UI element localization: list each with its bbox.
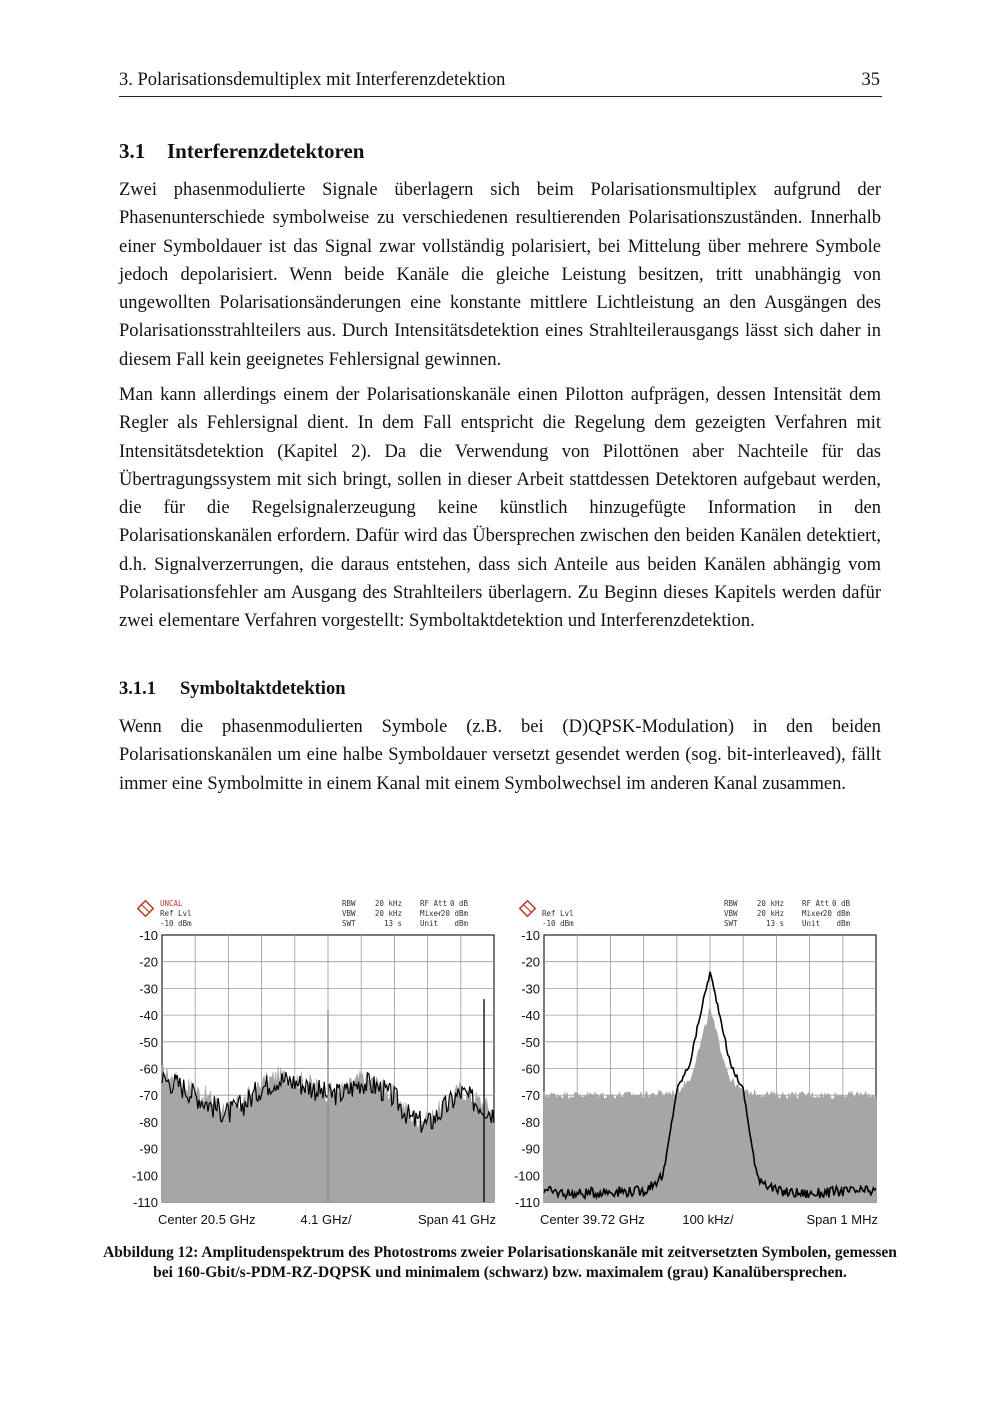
y-tick-label: -70	[139, 1088, 158, 1104]
ref-level-value: -10 dBm	[160, 919, 192, 928]
rohde-schwarz-logo-icon	[520, 901, 536, 917]
paragraph-1: Zwei phasenmodulierte Signale überlagern sich beim Polarisationsmultiplex aufgrund der Phasenunterschiede symbolweise zu verschiedenen resultierenden Polarisationszuständen. Innerhalb einer Symboldauer ist das Signal zwar vollständig polarisiert, bei Mittelung über mehrere Symbole jedoch depolarisiert. Wenn beide Kanäle die gleiche Leistung besitzen, tritt unabhängig von ungewollten Polarisationsänderungen eine konstante mittlere Lichtleistung an den Ausgängen des Polarisationsstrahlteilers aus. Durch Intensitätsdetektion eines Strahlteilerausgangs lässt sich daher in diesem Fall kein geeignetes Fehlersignal gewinnen.	[119, 180, 881, 370]
instrument-setting: Mixer	[420, 909, 443, 918]
page-number: 35	[861, 70, 880, 90]
plot-area	[162, 935, 494, 1202]
y-tick-label: -80	[139, 1114, 158, 1130]
y-tick-label: -90	[521, 1141, 540, 1157]
subsection-heading	[119, 679, 346, 700]
y-tick-label: -60	[139, 1061, 158, 1077]
spectrum-chart-left	[120, 890, 498, 1230]
instrument-setting: RBW	[724, 899, 738, 908]
instrument-setting: 13 s	[383, 919, 402, 928]
instrument-setting: 13 s	[765, 919, 784, 928]
section-number: 3.1	[119, 139, 146, 163]
spectrum-chart-right	[502, 890, 880, 1230]
section-title: Interferenzdetektoren	[167, 139, 365, 163]
instrument-setting: SWT	[342, 919, 356, 928]
instrument-setting: VBW	[724, 909, 738, 918]
y-tick-label: -20	[521, 954, 540, 970]
instrument-setting: 20 kHz	[374, 909, 402, 918]
y-tick-label: -100	[131, 1168, 158, 1184]
y-tick-label: -110	[514, 1195, 540, 1210]
instrument-setting: RBW	[342, 899, 356, 908]
y-tick-label: -80	[521, 1114, 540, 1130]
y-tick-label: -70	[521, 1088, 540, 1104]
figure-caption: Abbildung 12: Amplitudenspektrum des Photostroms zweier Polarisationskanäle mit zeitversetzten Symbolen, gemessen bei 160-Gbit/s-PDM-RZ-DQPSK und minimalem (schwarz) bzw. maximalem (grau) Kanalübersprechen.	[103, 1244, 897, 1281]
instrument-setting: SWT	[724, 919, 738, 928]
y-tick-label: -30	[139, 981, 158, 997]
logo-stroke	[523, 904, 532, 913]
y-tick-label: -110	[132, 1195, 158, 1210]
instrument-setting: RF Att	[802, 899, 830, 908]
y-tick-label: -50	[521, 1034, 540, 1050]
ref-level-label: Ref Lvl	[542, 909, 574, 918]
instrument-setting: 0 dB	[831, 899, 850, 908]
rohde-schwarz-logo-icon	[138, 901, 154, 917]
instrument-setting: 20 kHz	[756, 899, 784, 908]
chapter-title: 3. Polarisationsdemultiplex mit Interferenzdetektion	[119, 70, 506, 90]
y-tick-label: -40	[521, 1008, 540, 1024]
instrument-setting: 20 kHz	[756, 909, 784, 918]
instrument-setting: Mixer	[802, 909, 825, 918]
instrument-setting: RF Att	[420, 899, 448, 908]
y-tick-label: -90	[139, 1141, 158, 1157]
y-tick-label: -50	[139, 1034, 158, 1050]
x-label-division: 100 kHz/	[682, 1212, 734, 1227]
instrument-setting: Unit	[420, 919, 439, 928]
y-tick-label: -10	[139, 928, 158, 943]
x-label-division: 4.1 GHz/	[300, 1212, 352, 1227]
y-tick-label: -20	[139, 954, 158, 970]
instrument-setting: VBW	[342, 909, 356, 918]
figure-12	[120, 890, 880, 1230]
ref-level-value: -10 dBm	[542, 919, 574, 928]
plot-area	[544, 935, 876, 1202]
spectrum-panel-left	[120, 890, 498, 1230]
instrument-setting: 20 kHz	[374, 899, 402, 908]
uncal-flag: UNCAL	[160, 899, 183, 908]
y-tick-label: -100	[513, 1168, 540, 1184]
section-heading	[119, 139, 365, 164]
ref-level-label: Ref Lvl	[160, 909, 192, 918]
instrument-setting: dBm	[836, 919, 850, 928]
x-label-center: Center 39.72 GHz	[540, 1212, 645, 1227]
instrument-setting: -20 dBm	[436, 909, 468, 918]
x-label-span: Span 41 GHz	[417, 1212, 496, 1227]
subsection-title: Symboltaktdetektion	[180, 679, 346, 699]
running-header	[119, 70, 882, 97]
x-label-span: Span 1 MHz	[806, 1212, 878, 1227]
instrument-setting: 0 dB	[449, 899, 468, 908]
spectrum-panel-right	[502, 890, 880, 1230]
x-label-center: Center 20.5 GHz	[158, 1212, 256, 1227]
subsection-number: 3.1.1	[119, 679, 156, 699]
y-tick-label: -60	[521, 1061, 540, 1077]
y-tick-label: -30	[521, 981, 540, 997]
y-tick-label: -10	[521, 928, 540, 943]
paragraph-2: Man kann allerdings einem der Polarisationskanäle einen Pilotton aufprägen, dessen Intensität dem Regler als Fehlersignal dient. In dem Fall entspricht die Regelung dem gezeigten Verfahren mit Intensitätsdetektion (Kapitel 2). Da die Verwendung von Pilottönen aber Nachteile für das Übertragungssystem mit sich bringt, sollen in dieser Arbeit stattdessen Detektoren aufgebaut werden, die für die Regelsignalerzeugung keine künstlich hinzugefügte Information in den Polarisationskanälen erfordern. Dafür wird das Übersprechen zwischen den beiden Kanälen detektiert, d.h. Signalverzerrungen, die daraus entstehen, dass sich Anteile aus beiden Kanälen abhängig vom Polarisationsfehler am Ausgang des Strahlteilers überlagern. Zu Beginn dieses Kapitels werden dafür zwei elementare Verfahren vorgestellt: Symboltaktdetektion und Interferenzdetektion.	[119, 385, 881, 632]
instrument-setting: dBm	[454, 919, 468, 928]
instrument-setting: Unit	[802, 919, 821, 928]
y-tick-label: -40	[139, 1008, 158, 1024]
logo-stroke	[141, 904, 150, 913]
paragraph-3: Wenn die phasenmodulierten Symbole (z.B. bei (D)QPSK-Modulation) in den beiden Polarisationskanälen um eine halbe Symboldauer versetzt gesendet werden (sog. bit-interleaved), fällt immer eine Symbolmitte in einem Kanal mit einem Symbolwechsel im anderen Kanal zusammen.	[119, 717, 881, 794]
instrument-setting: -20 dBm	[818, 909, 850, 918]
